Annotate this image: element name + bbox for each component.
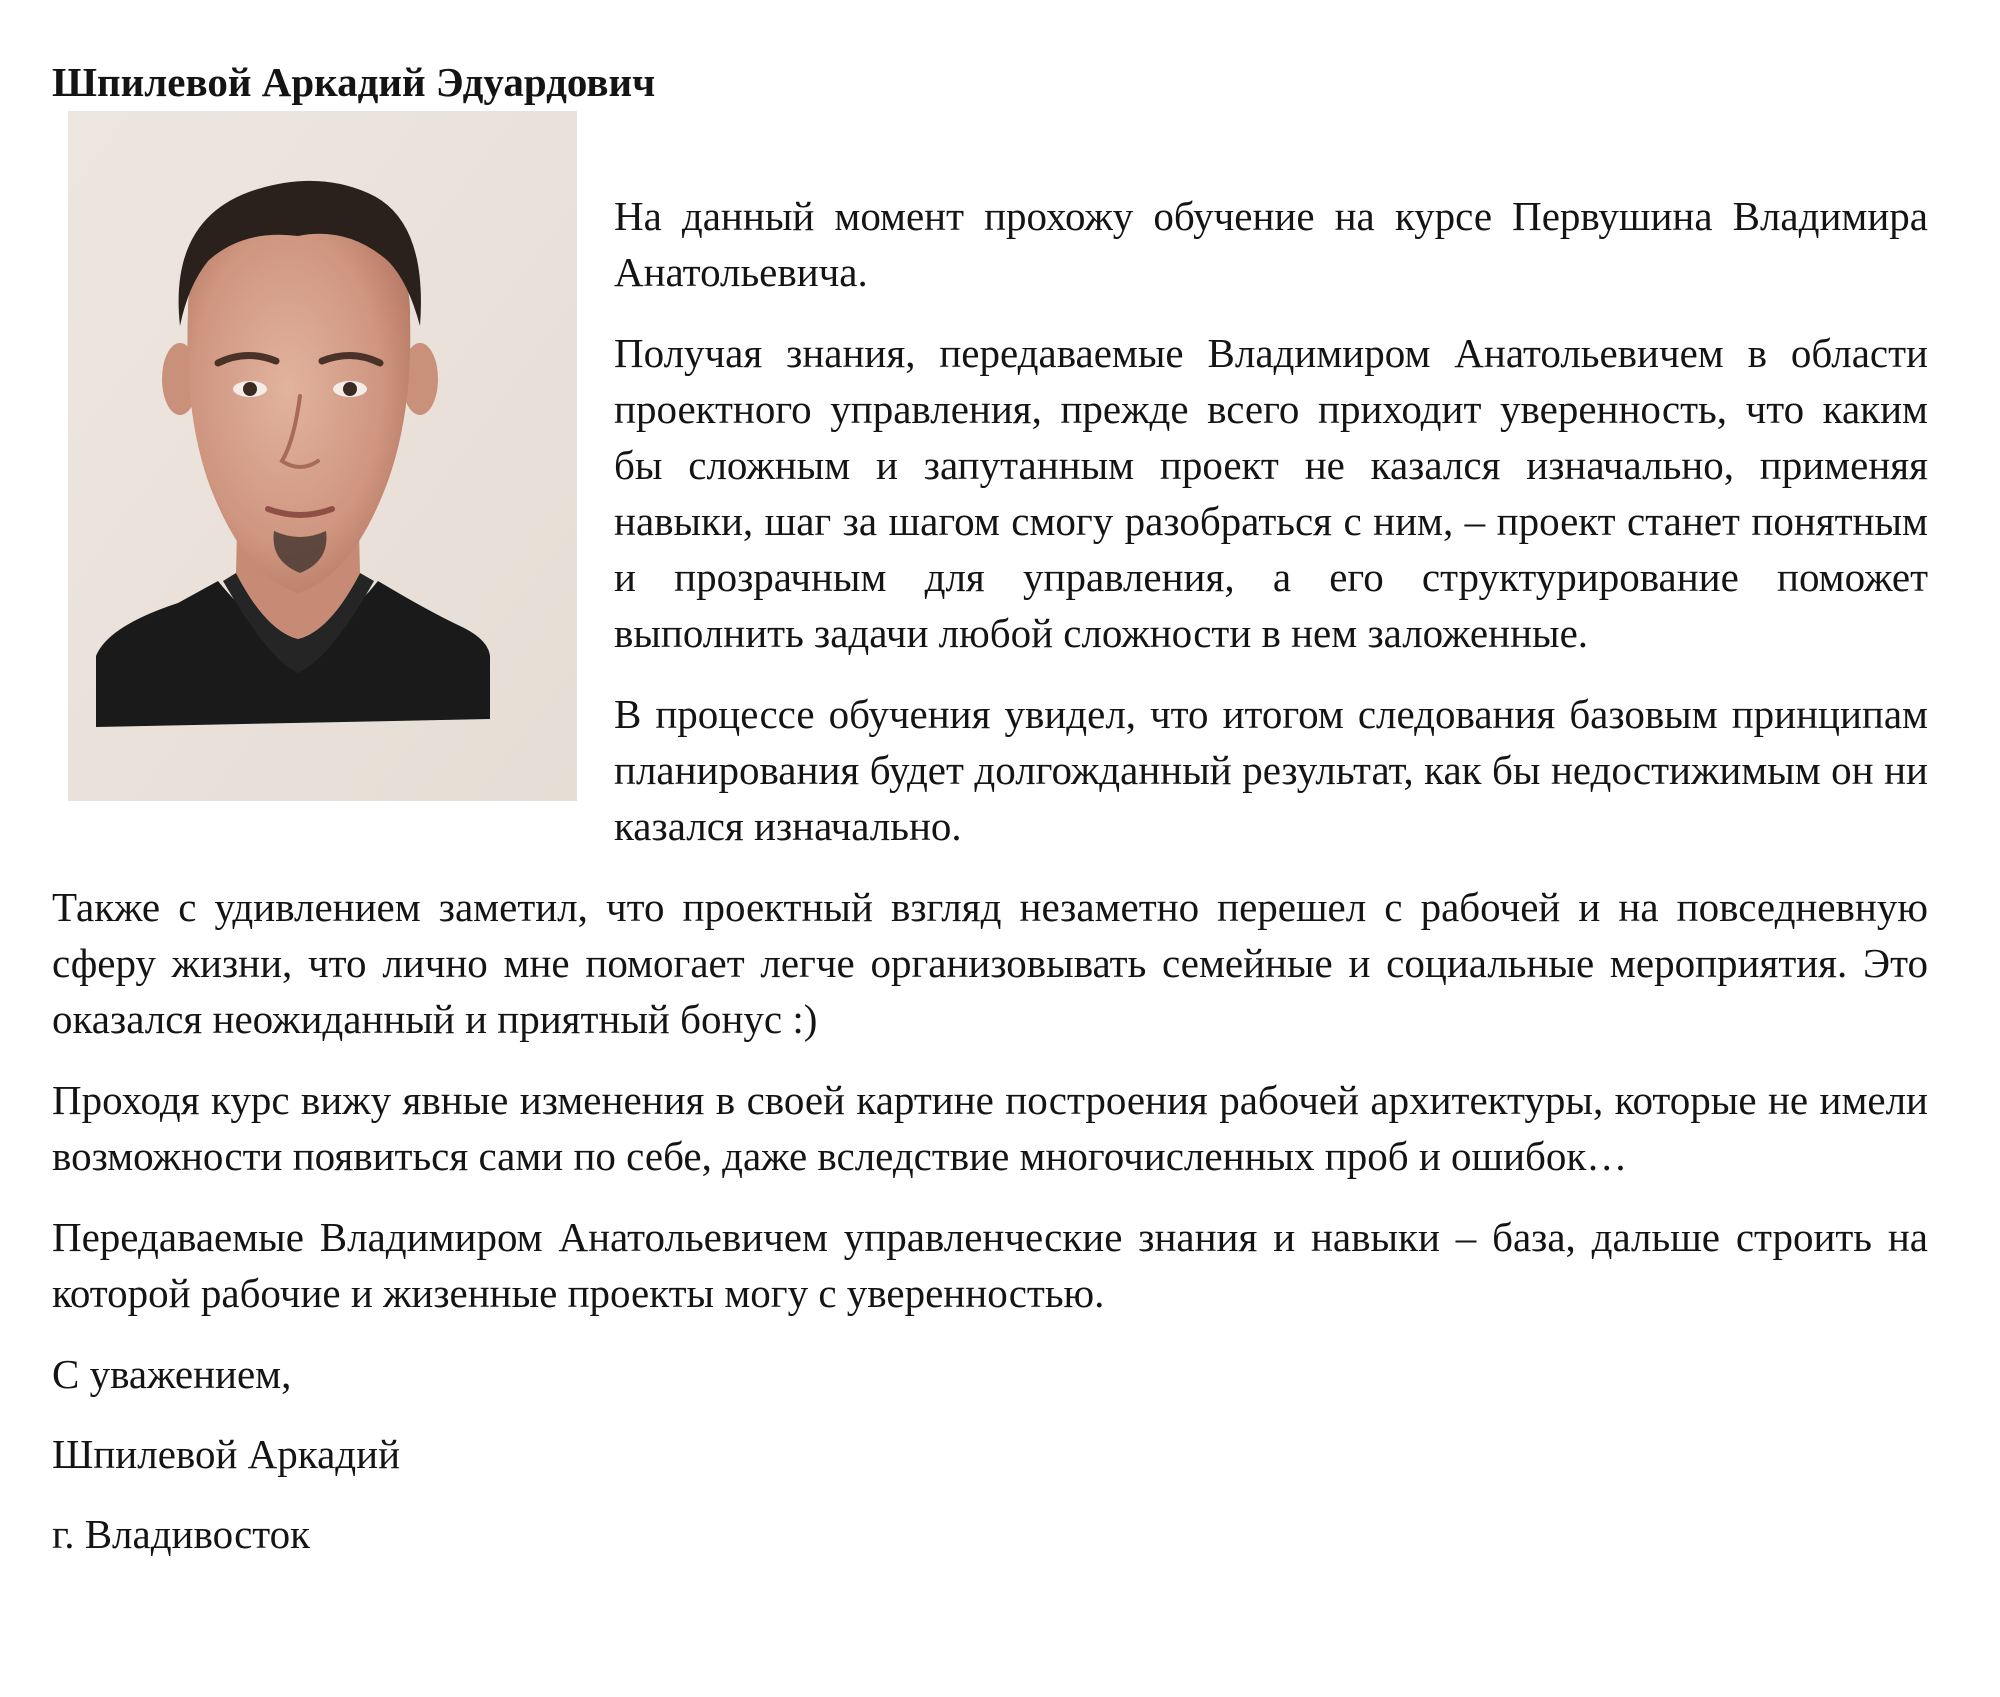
paragraph: Также с удивлением заметил, что проектный взгляд незаметно перешел с рабочей и на повседневную сферу жизни, что лично мне помогает легче организовывать семейные и социальные мероприятия. Это оказался неожиданный и приятный бонус :) [52,884,1928,1042]
closing-city: г. Владивосток [52,1511,311,1557]
paragraph: Получая знания, передаваемые Владимиром Анатольевичем в области проектного управления, прежде всего приходит уверенность, что каким бы сложным и запутанным проект не казался изначально, применяя навыки, шаг за шагом смогу разобраться с ним, – проект станет понятным и прозрачным для управления, а его структурирование поможет выполнить задачи любой сложности в нем заложенные. [614,330,1928,656]
closing-signature: Шпилевой Аркадий [52,1431,401,1477]
letter-body [52,188,1928,1586]
document-title: Шпилевой Аркадий Эдуардович [52,59,656,105]
closing-regards: С уважением, [52,1351,292,1397]
paragraph: Проходя курс вижу явные изменения в своей картине построения рабочей архитектуры, которые не имели возможности появиться сами по себе, даже вследствие многочисленных проб и ошибок… [52,1077,1928,1179]
paragraph: В процессе обучения увидел, что итогом следования базовым принципам планирования будет долгожданный результат, как бы недостижимым он ни казался изначально. [614,691,1928,849]
paragraph: На данный момент прохожу обучение на курсе Первушина Владимира Анатольевича. [614,193,1928,295]
paragraph: Передаваемые Владимиром Анатольевичем управленческие знания и навыки – база, дальше строить на которой рабочие и жизенные проекты могу с уверенностью. [52,1214,1928,1316]
